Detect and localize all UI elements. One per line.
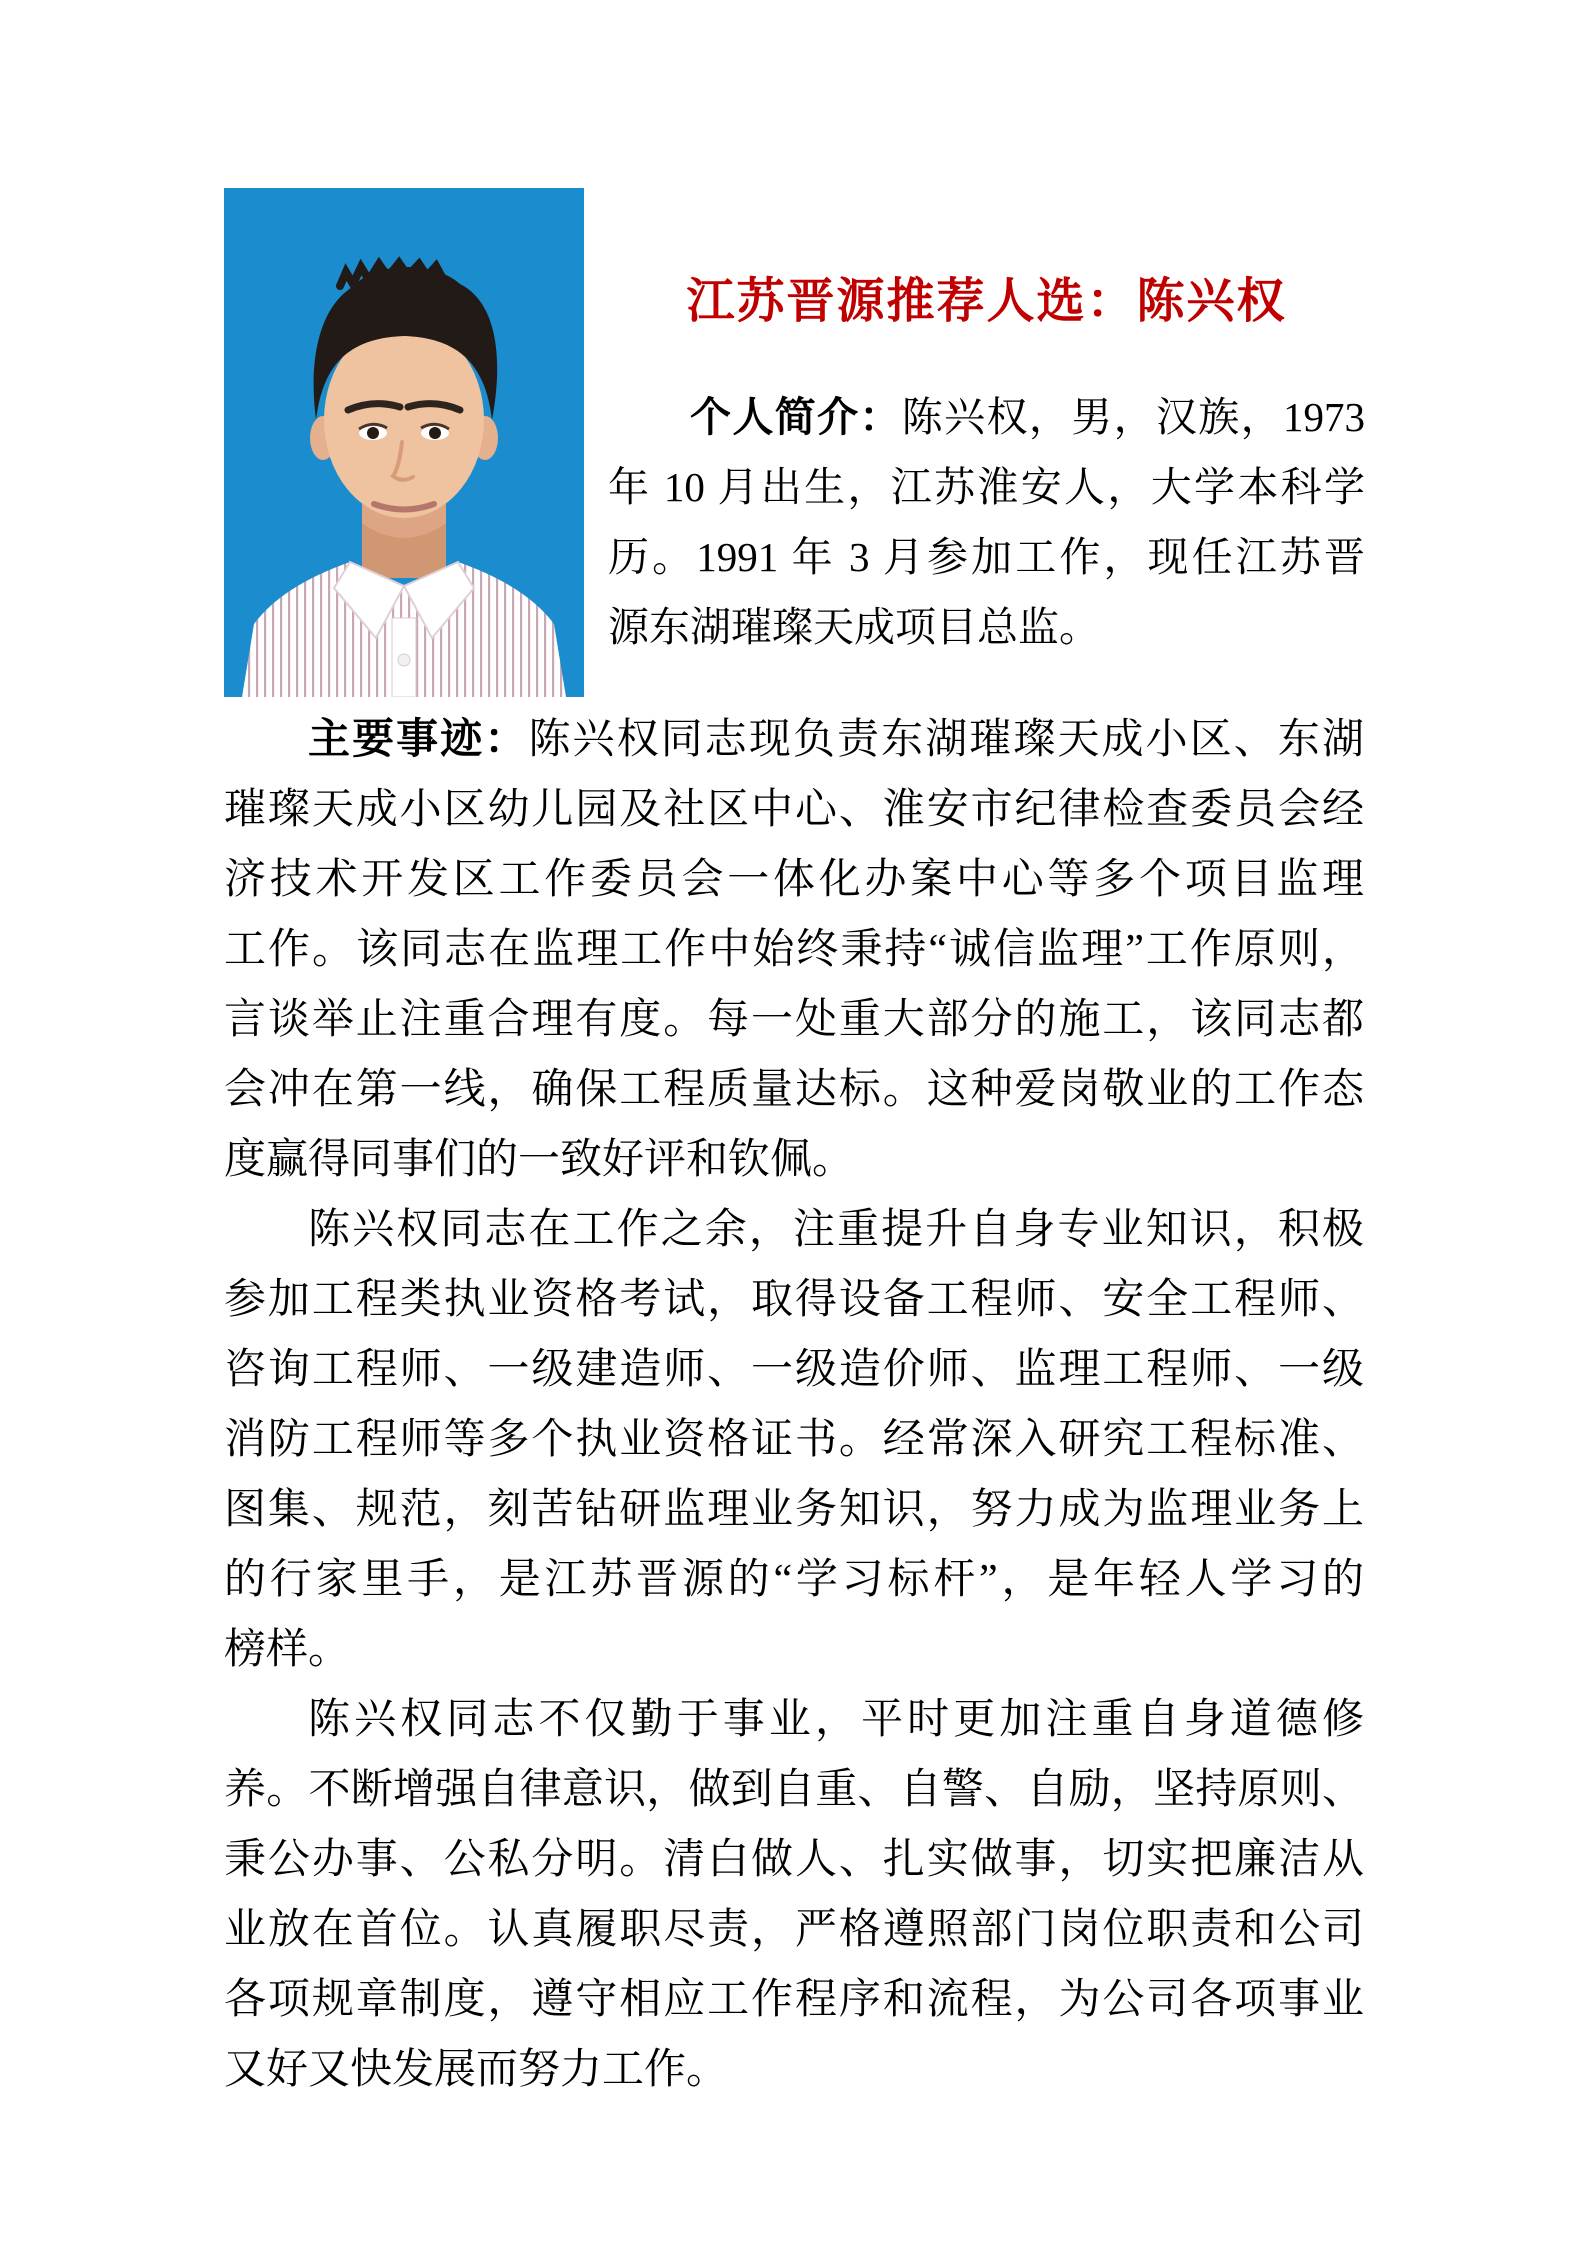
document-title: 江苏晋源推荐人选：陈兴权 <box>686 275 1287 328</box>
intro-paragraph <box>608 382 1365 662</box>
text-line: 会冲在第一线，确保工程质量达标。这种爱岗敬业的工作态 <box>224 1067 1364 1113</box>
paragraph-ethics <box>224 1685 1364 2105</box>
text-line: 榜样。 <box>224 1627 351 1673</box>
photo-eye-right <box>429 427 441 439</box>
portrait-photo <box>224 188 584 697</box>
text-line: 主要事迹：陈兴权同志现负责东湖璀璨天成小区、东湖 <box>308 717 1364 763</box>
text-line: 言谈举止注重合理有度。每一处重大部分的施工，该同志都 <box>224 997 1364 1043</box>
text-line: 个人简介：陈兴权，男，汉族，1973 <box>690 394 1365 440</box>
text-line: 工作。该同志在监理工作中始终秉持“诚信监理”工作原则， <box>224 927 1364 973</box>
text-line: 源东湖璀璨天成项目总监。 <box>608 604 1100 650</box>
text-line: 各项规章制度，遵守相应工作程序和流程，为公司各项事业 <box>224 1977 1364 2023</box>
text-line: 度赢得同事们的一致好评和钦佩。 <box>224 1137 855 1183</box>
photo-shirt-button <box>398 654 410 666</box>
text-line: 历。1991 年 3 月参加工作，现任江苏晋 <box>608 534 1365 580</box>
photo-eye-left <box>367 427 379 439</box>
portrait-photo-illustration <box>224 188 584 697</box>
text-line: 业放在首位。认真履职尽责，严格遵照部门岗位职责和公司 <box>224 1907 1364 1953</box>
paragraph-achievements <box>224 705 1364 1195</box>
text-line: 济技术开发区工作委员会一体化办案中心等多个项目监理 <box>224 857 1364 903</box>
text-line: 秉公办事、公私分明。清白做人、扎实做事，切实把廉洁从 <box>224 1837 1364 1883</box>
text-line: 陈兴权同志不仅勤于事业，平时更加注重自身道德修 <box>308 1697 1364 1743</box>
paragraph-label: 主要事迹： <box>308 717 529 763</box>
text-line: 图集、规范，刻苦钻研监理业务知识，努力成为监理业务上 <box>224 1487 1364 1533</box>
main-text <box>224 705 1364 2105</box>
text-line: 璀璨天成小区幼儿园及社区中心、淮安市纪律检查委员会经 <box>224 787 1364 833</box>
text-line: 咨询工程师、一级建造师、一级造价师、监理工程师、一级 <box>224 1347 1364 1393</box>
text-line: 陈兴权同志在工作之余，注重提升自身专业知识，积极 <box>308 1207 1364 1253</box>
paragraph-label: 个人简介： <box>690 394 902 440</box>
text-line: 又好又快发展而努力工作。 <box>224 2047 729 2093</box>
paragraph-expertise <box>224 1195 1364 1685</box>
text-line: 年 10 月出生，江苏淮安人，大学本科学 <box>608 464 1365 510</box>
text-line: 参加工程类执业资格考试，取得设备工程师、安全工程师、 <box>224 1277 1364 1323</box>
text-line: 养。不断增强自律意识，做到自重、自警、自励，坚持原则、 <box>224 1767 1364 1813</box>
text-line: 的行家里手，是江苏晋源的“学习标杆”，是年轻人学习的 <box>224 1557 1364 1603</box>
text-line: 消防工程师等多个执业资格证书。经常深入研究工程标准、 <box>224 1417 1364 1463</box>
